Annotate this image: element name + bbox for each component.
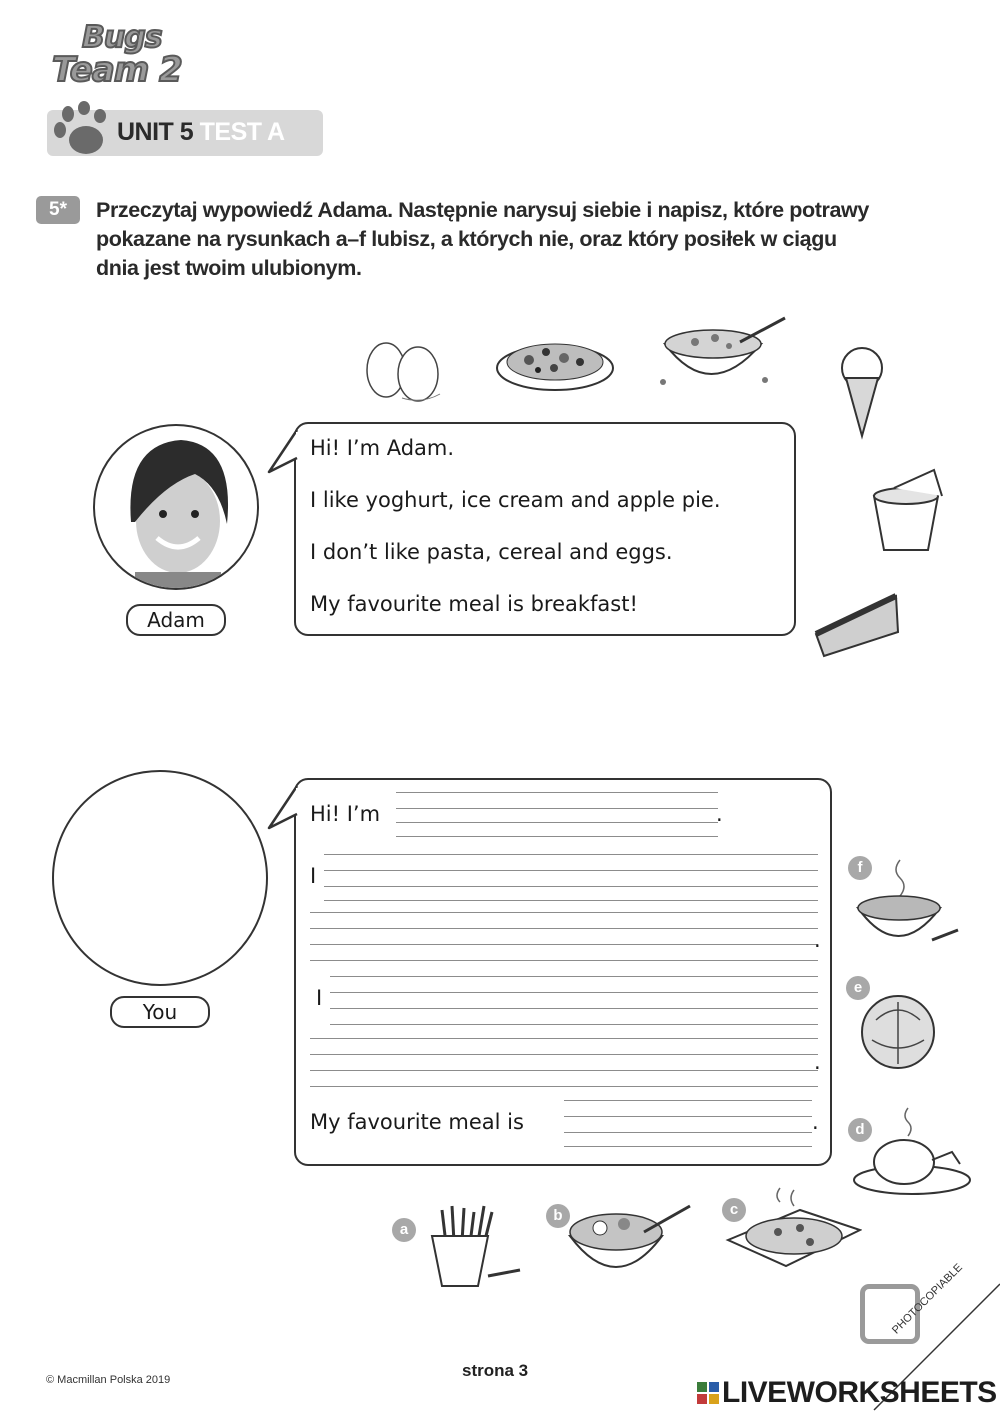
ice-cream-illustration	[832, 340, 892, 440]
adam-line-2: I like yoghurt, ice cream and apple pie.	[310, 488, 721, 512]
your-speech-bubble	[294, 778, 832, 1166]
food-label-c: c	[722, 1198, 746, 1222]
name-guide-line-upper	[396, 808, 718, 809]
your-bubble-tail	[267, 782, 299, 834]
name-guide-line-top	[396, 792, 718, 793]
pizza-illustration	[724, 1186, 862, 1270]
soup-illustration	[852, 856, 962, 952]
liveworksheets-logo	[697, 1376, 997, 1410]
meal-guide-line-2	[564, 1116, 812, 1117]
adam-bubble-tail	[267, 426, 299, 478]
your-drawing-circle[interactable]	[52, 770, 268, 986]
adam-line-3: I don’t like pasta, cereal and eggs.	[310, 540, 673, 564]
dislike-write-line-1[interactable]	[330, 1008, 818, 1009]
dislike-guide-line-6	[310, 1086, 818, 1087]
like-write-line-2[interactable]	[310, 944, 818, 945]
dislike-guide-line-4	[310, 1038, 818, 1039]
test-label: TEST A	[199, 118, 285, 146]
you-name-tag: You	[110, 996, 210, 1028]
bugs-team-logo	[46, 20, 196, 92]
logo-line-2: Team 2	[52, 50, 182, 90]
food-label-f: f	[848, 856, 872, 880]
page-number: strona 3	[462, 1361, 529, 1380]
salad-bowl-illustration	[566, 1202, 694, 1286]
liveworksheets-text: LIVEWORKSHEETS	[722, 1376, 997, 1409]
like-guide-line-1	[324, 854, 818, 855]
you-line-1-prefix: Hi! I’m	[310, 802, 381, 826]
meal-write-line[interactable]	[564, 1132, 812, 1133]
you-line-3-period: .	[814, 1050, 821, 1074]
unit-title	[117, 118, 285, 147]
like-guide-line-2	[324, 870, 818, 871]
like-guide-line-4	[310, 912, 818, 913]
you-line-2-period: .	[814, 928, 821, 952]
meal-guide-line-1	[564, 1100, 812, 1101]
name-write-line[interactable]	[396, 822, 718, 823]
like-guide-line-6	[310, 960, 818, 961]
like-write-line-1[interactable]	[324, 886, 818, 887]
like-guide-line-5	[310, 928, 818, 929]
paw-print-icon	[50, 100, 112, 162]
adam-name-tag: Adam	[126, 604, 226, 636]
roast-chicken-illustration	[852, 1104, 974, 1200]
adam-speech-bubble	[294, 422, 796, 636]
dislike-guide-line-5	[310, 1054, 818, 1055]
task-number-badge: 5*	[36, 196, 80, 224]
instruction-line-2: pokazane na rysunkach a–f lubisz, a których nie, oraz który posiłek w ciągu	[96, 227, 837, 251]
chips-illustration	[424, 1202, 526, 1294]
dislike-guide-line-3	[330, 1024, 818, 1025]
logo-line-1: Bugs	[82, 20, 162, 55]
you-line-4-period: .	[812, 1110, 819, 1134]
unit-label: UNIT 5	[117, 118, 194, 146]
food-label-e: e	[846, 976, 870, 1000]
adam-photo-icon	[95, 426, 259, 590]
food-label-b: b	[546, 1204, 570, 1228]
pasta-salad-illustration	[494, 330, 616, 396]
cabbage-illustration	[856, 990, 940, 1070]
task-instruction	[96, 196, 946, 283]
you-line-4-prefix: My favourite meal is	[310, 1110, 524, 1134]
food-label-d: d	[848, 1118, 872, 1142]
dislike-guide-line-2	[330, 992, 818, 993]
dislike-guide-line-1	[330, 976, 818, 977]
you-line-3-prefix: I	[316, 986, 323, 1010]
instruction-line-1: Przeczytaj wypowiedź Adama. Następnie narysuj siebie i napisz, które potrawy	[96, 198, 869, 222]
adam-photo-frame	[93, 424, 259, 590]
food-label-a: a	[392, 1218, 416, 1242]
copyright-text: © Macmillan Polska 2019	[46, 1374, 171, 1386]
name-guide-line-bottom	[396, 836, 718, 837]
photocopiable-label: PHOTOCOPIABLE	[890, 1261, 965, 1337]
apple-pie-illustration	[812, 586, 904, 664]
eggs-illustration	[362, 340, 447, 405]
cereal-bowl-illustration	[655, 312, 790, 394]
yoghurt-illustration	[864, 466, 948, 556]
liveworksheets-mark-icon	[697, 1382, 719, 1404]
meal-guide-line-3	[564, 1146, 812, 1147]
adam-line-4: My favourite meal is breakfast!	[310, 592, 638, 616]
adam-line-1: Hi! I’m Adam.	[310, 436, 455, 460]
you-line-1-period: .	[716, 802, 723, 826]
you-line-2-prefix: I	[310, 864, 317, 888]
dislike-write-line-2[interactable]	[310, 1070, 818, 1071]
instruction-line-3: dnia jest twoim ulubionym.	[96, 256, 362, 280]
like-guide-line-3	[324, 900, 818, 901]
